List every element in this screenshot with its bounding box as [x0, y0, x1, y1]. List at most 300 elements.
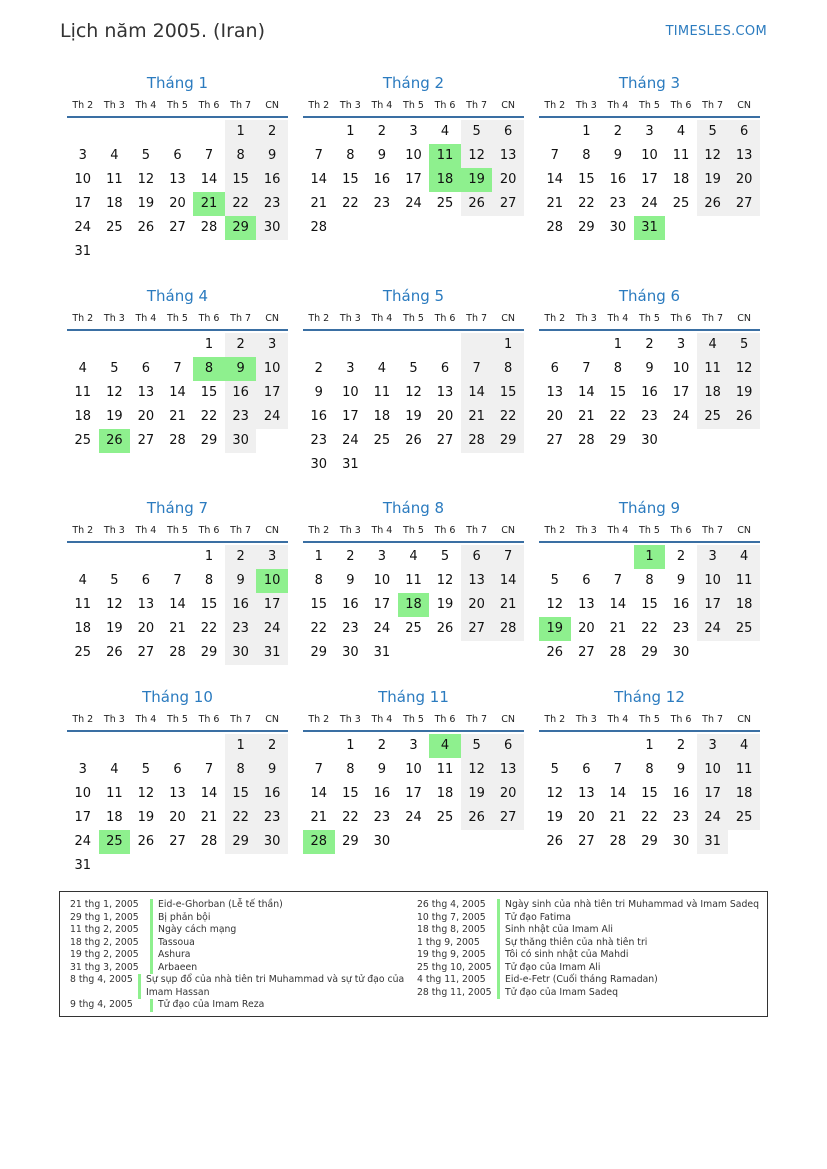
day-cell[interactable]: 1: [645, 738, 654, 753]
day-cell[interactable]: 11: [436, 762, 454, 777]
day-cell[interactable]: 10: [641, 148, 658, 163]
day-cell[interactable]: 4: [409, 549, 418, 564]
day-cell[interactable]: 22: [342, 810, 359, 825]
day-cell[interactable]: 26: [106, 645, 123, 660]
day-cell[interactable]: 26: [461, 806, 493, 830]
day-cell[interactable]: 5: [440, 549, 450, 564]
day-cell[interactable]: 12: [106, 597, 123, 612]
day-cell[interactable]: 10: [74, 786, 92, 801]
day-cell[interactable]: 19: [461, 782, 493, 806]
day-cell[interactable]: 6: [173, 148, 182, 163]
day-cell[interactable]: 27: [492, 806, 524, 830]
holiday-day-cell[interactable]: 29: [225, 216, 257, 240]
day-cell[interactable]: 2: [676, 738, 686, 753]
day-cell[interactable]: 16: [256, 782, 288, 806]
day-cell[interactable]: 4: [78, 573, 87, 588]
day-cell[interactable]: 29: [641, 834, 658, 849]
holiday-day-cell[interactable]: 1: [634, 545, 666, 569]
day-cell[interactable]: 17: [256, 593, 288, 617]
day-cell[interactable]: 7: [204, 762, 214, 777]
day-cell[interactable]: 21: [609, 810, 627, 825]
day-cell[interactable]: 2: [613, 124, 623, 139]
day-cell[interactable]: 13: [578, 597, 595, 612]
day-cell[interactable]: 10: [697, 758, 729, 782]
day-cell[interactable]: 24: [74, 834, 92, 849]
day-cell[interactable]: 16: [373, 786, 391, 801]
day-cell[interactable]: 27: [492, 192, 524, 216]
day-cell[interactable]: 11: [106, 786, 123, 801]
day-cell[interactable]: 29: [200, 645, 218, 660]
day-cell[interactable]: 9: [645, 361, 654, 376]
day-cell[interactable]: 20: [169, 196, 186, 211]
day-cell[interactable]: 22: [641, 810, 658, 825]
day-cell[interactable]: 12: [546, 597, 564, 612]
day-cell[interactable]: 25: [405, 621, 422, 636]
day-cell[interactable]: 3: [256, 545, 288, 569]
day-cell[interactable]: 3: [676, 337, 686, 352]
day-cell[interactable]: 12: [405, 385, 422, 400]
day-cell[interactable]: 10: [74, 172, 92, 187]
day-cell[interactable]: 17: [74, 196, 92, 211]
day-cell[interactable]: 6: [582, 762, 591, 777]
holiday-day-cell[interactable]: 31: [634, 216, 666, 240]
day-cell[interactable]: 29: [609, 433, 627, 448]
day-cell[interactable]: 15: [342, 786, 359, 801]
day-cell[interactable]: 19: [106, 409, 123, 424]
day-cell[interactable]: 28: [492, 617, 524, 641]
day-cell[interactable]: 21: [461, 405, 493, 429]
day-cell[interactable]: 2: [225, 333, 257, 357]
day-cell[interactable]: 9: [346, 573, 355, 588]
day-cell[interactable]: 10: [373, 573, 391, 588]
day-cell[interactable]: 30: [373, 834, 391, 849]
day-cell[interactable]: 8: [492, 357, 524, 381]
day-cell[interactable]: 6: [141, 361, 151, 376]
day-cell[interactable]: 1: [346, 124, 355, 139]
day-cell[interactable]: 12: [137, 786, 155, 801]
day-cell[interactable]: 31: [74, 244, 92, 259]
day-cell[interactable]: 21: [546, 196, 564, 211]
day-cell[interactable]: 10: [256, 357, 288, 381]
day-cell[interactable]: 13: [169, 786, 186, 801]
day-cell[interactable]: 26: [546, 834, 564, 849]
day-cell[interactable]: 23: [672, 810, 690, 825]
day-cell[interactable]: 22: [225, 806, 257, 830]
day-cell[interactable]: 13: [461, 569, 493, 593]
day-cell[interactable]: 12: [728, 357, 760, 381]
day-cell[interactable]: 21: [492, 593, 524, 617]
day-cell[interactable]: 11: [405, 573, 422, 588]
day-cell[interactable]: 4: [377, 361, 387, 376]
day-cell[interactable]: 17: [405, 786, 422, 801]
day-cell[interactable]: 16: [310, 409, 328, 424]
day-cell[interactable]: 18: [728, 593, 760, 617]
day-cell[interactable]: 16: [225, 593, 257, 617]
day-cell[interactable]: 16: [256, 168, 288, 192]
day-cell[interactable]: 7: [550, 148, 559, 163]
day-cell[interactable]: 25: [672, 196, 690, 211]
day-cell[interactable]: 17: [697, 593, 729, 617]
day-cell[interactable]: 23: [256, 192, 288, 216]
day-cell[interactable]: 14: [200, 786, 218, 801]
day-cell[interactable]: 4: [78, 361, 87, 376]
day-cell[interactable]: 3: [409, 738, 418, 753]
day-cell[interactable]: 2: [314, 361, 323, 376]
day-cell[interactable]: 21: [310, 810, 328, 825]
day-cell[interactable]: 1: [225, 120, 257, 144]
day-cell[interactable]: 26: [405, 433, 422, 448]
day-cell[interactable]: 12: [106, 385, 123, 400]
day-cell[interactable]: 15: [310, 597, 328, 612]
day-cell[interactable]: 20: [578, 621, 595, 636]
day-cell[interactable]: 23: [225, 405, 257, 429]
day-cell[interactable]: 2: [225, 545, 257, 569]
day-cell[interactable]: 26: [436, 621, 454, 636]
day-cell[interactable]: 3: [377, 549, 387, 564]
day-cell[interactable]: 11: [728, 569, 760, 593]
holiday-day-cell[interactable]: 10: [256, 569, 288, 593]
day-cell[interactable]: 2: [256, 734, 288, 758]
day-cell[interactable]: 20: [169, 810, 186, 825]
day-cell[interactable]: 18: [436, 786, 454, 801]
day-cell[interactable]: 13: [169, 172, 186, 187]
day-cell[interactable]: 15: [641, 786, 658, 801]
day-cell[interactable]: 19: [137, 810, 155, 825]
day-cell[interactable]: 12: [137, 172, 155, 187]
day-cell[interactable]: 4: [728, 545, 760, 569]
day-cell[interactable]: 26: [697, 192, 729, 216]
day-cell[interactable]: 5: [141, 762, 151, 777]
day-cell[interactable]: 6: [461, 545, 493, 569]
day-cell[interactable]: 28: [310, 220, 328, 235]
day-cell[interactable]: 16: [373, 172, 391, 187]
day-cell[interactable]: 21: [578, 409, 595, 424]
day-cell[interactable]: 10: [342, 385, 359, 400]
day-cell[interactable]: 26: [137, 220, 155, 235]
day-cell[interactable]: 3: [78, 762, 87, 777]
day-cell[interactable]: 12: [461, 144, 493, 168]
day-cell[interactable]: 24: [697, 806, 729, 830]
day-cell[interactable]: 15: [641, 597, 658, 612]
day-cell[interactable]: 23: [373, 810, 391, 825]
day-cell[interactable]: 22: [200, 409, 218, 424]
day-cell[interactable]: 28: [169, 645, 186, 660]
day-cell[interactable]: 20: [492, 168, 524, 192]
day-cell[interactable]: 31: [697, 830, 729, 854]
day-cell[interactable]: 21: [609, 621, 627, 636]
day-cell[interactable]: 8: [613, 361, 623, 376]
day-cell[interactable]: 4: [697, 333, 729, 357]
day-cell[interactable]: 20: [436, 409, 454, 424]
day-cell[interactable]: 13: [492, 144, 524, 168]
day-cell[interactable]: 19: [546, 810, 564, 825]
day-cell[interactable]: 5: [461, 734, 493, 758]
day-cell[interactable]: 22: [342, 196, 359, 211]
day-cell[interactable]: 29: [492, 429, 524, 453]
day-cell[interactable]: 1: [225, 734, 257, 758]
day-cell[interactable]: 9: [613, 148, 623, 163]
day-cell[interactable]: 30: [641, 433, 658, 448]
day-cell[interactable]: 25: [436, 810, 454, 825]
day-cell[interactable]: 16: [342, 597, 359, 612]
day-cell[interactable]: 7: [492, 545, 524, 569]
day-cell[interactable]: 13: [137, 597, 155, 612]
day-cell[interactable]: 20: [137, 409, 155, 424]
day-cell[interactable]: 23: [609, 196, 627, 211]
day-cell[interactable]: 14: [546, 172, 564, 187]
day-cell[interactable]: 29: [342, 834, 359, 849]
day-cell[interactable]: 2: [346, 549, 355, 564]
day-cell[interactable]: 6: [550, 361, 559, 376]
day-cell[interactable]: 17: [342, 409, 359, 424]
day-cell[interactable]: 16: [672, 597, 690, 612]
day-cell[interactable]: 31: [74, 858, 92, 873]
day-cell[interactable]: 24: [641, 196, 658, 211]
day-cell[interactable]: 1: [492, 333, 524, 357]
day-cell[interactable]: 12: [546, 786, 564, 801]
day-cell[interactable]: 16: [225, 381, 257, 405]
day-cell[interactable]: 14: [310, 786, 328, 801]
day-cell[interactable]: 8: [225, 758, 257, 782]
holiday-day-cell[interactable]: 18: [398, 593, 430, 617]
day-cell[interactable]: 20: [461, 593, 493, 617]
day-cell[interactable]: 2: [377, 738, 387, 753]
day-cell[interactable]: 7: [613, 762, 623, 777]
day-cell[interactable]: 24: [405, 810, 422, 825]
day-cell[interactable]: 19: [137, 196, 155, 211]
day-cell[interactable]: 31: [342, 457, 359, 472]
day-cell[interactable]: 1: [582, 124, 591, 139]
day-cell[interactable]: 6: [141, 573, 151, 588]
holiday-day-cell[interactable]: 19: [539, 617, 571, 641]
day-cell[interactable]: 22: [641, 621, 658, 636]
day-cell[interactable]: 9: [377, 762, 387, 777]
day-cell[interactable]: 28: [609, 834, 627, 849]
day-cell[interactable]: 19: [697, 168, 729, 192]
day-cell[interactable]: 3: [78, 148, 87, 163]
day-cell[interactable]: 5: [110, 361, 119, 376]
day-cell[interactable]: 18: [106, 196, 123, 211]
day-cell[interactable]: 29: [225, 830, 257, 854]
day-cell[interactable]: 29: [310, 645, 328, 660]
day-cell[interactable]: 26: [728, 405, 760, 429]
day-cell[interactable]: 9: [676, 573, 686, 588]
day-cell[interactable]: 22: [225, 192, 257, 216]
day-cell[interactable]: 12: [436, 573, 454, 588]
day-cell[interactable]: 29: [578, 220, 595, 235]
day-cell[interactable]: 30: [609, 220, 627, 235]
day-cell[interactable]: 9: [256, 758, 288, 782]
day-cell[interactable]: 18: [672, 172, 690, 187]
day-cell[interactable]: 27: [578, 645, 595, 660]
day-cell[interactable]: 5: [141, 148, 151, 163]
day-cell[interactable]: 27: [169, 834, 186, 849]
day-cell[interactable]: 9: [676, 762, 686, 777]
day-cell[interactable]: 1: [204, 549, 214, 564]
day-cell[interactable]: 13: [578, 786, 595, 801]
day-cell[interactable]: 30: [256, 216, 288, 240]
day-cell[interactable]: 15: [225, 168, 257, 192]
day-cell[interactable]: 18: [373, 409, 391, 424]
day-cell[interactable]: 14: [200, 172, 218, 187]
day-cell[interactable]: 14: [609, 597, 627, 612]
day-cell[interactable]: 24: [256, 617, 288, 641]
day-cell[interactable]: 21: [169, 409, 186, 424]
day-cell[interactable]: 30: [225, 429, 257, 453]
day-cell[interactable]: 8: [346, 148, 355, 163]
day-cell[interactable]: 3: [409, 124, 418, 139]
day-cell[interactable]: 18: [74, 409, 92, 424]
day-cell[interactable]: 24: [672, 409, 690, 424]
day-cell[interactable]: 15: [200, 385, 218, 400]
day-cell[interactable]: 10: [672, 361, 690, 376]
day-cell[interactable]: 21: [310, 196, 328, 211]
day-cell[interactable]: 11: [74, 597, 92, 612]
day-cell[interactable]: 28: [578, 433, 595, 448]
day-cell[interactable]: 3: [697, 545, 729, 569]
day-cell[interactable]: 4: [676, 124, 686, 139]
day-cell[interactable]: 4: [110, 762, 119, 777]
day-cell[interactable]: 18: [697, 381, 729, 405]
day-cell[interactable]: 2: [377, 124, 387, 139]
day-cell[interactable]: 25: [74, 433, 92, 448]
day-cell[interactable]: 22: [492, 405, 524, 429]
day-cell[interactable]: 27: [169, 220, 186, 235]
day-cell[interactable]: 5: [110, 573, 119, 588]
day-cell[interactable]: 18: [74, 621, 92, 636]
day-cell[interactable]: 18: [106, 810, 123, 825]
day-cell[interactable]: 19: [436, 597, 454, 612]
day-cell[interactable]: 17: [373, 597, 391, 612]
day-cell[interactable]: 28: [200, 834, 218, 849]
day-cell[interactable]: 22: [200, 621, 218, 636]
day-cell[interactable]: 8: [204, 573, 214, 588]
day-cell[interactable]: 11: [106, 172, 123, 187]
day-cell[interactable]: 31: [373, 645, 391, 660]
day-cell[interactable]: 17: [641, 172, 658, 187]
day-cell[interactable]: 23: [342, 621, 359, 636]
day-cell[interactable]: 1: [346, 738, 355, 753]
day-cell[interactable]: 30: [672, 645, 690, 660]
day-cell[interactable]: 26: [461, 192, 493, 216]
day-cell[interactable]: 17: [672, 385, 690, 400]
day-cell[interactable]: 13: [137, 385, 155, 400]
day-cell[interactable]: 13: [728, 144, 760, 168]
day-cell[interactable]: 2: [256, 120, 288, 144]
day-cell[interactable]: 3: [256, 333, 288, 357]
holiday-day-cell[interactable]: 4: [429, 734, 461, 758]
day-cell[interactable]: 20: [492, 782, 524, 806]
day-cell[interactable]: 2: [645, 337, 654, 352]
day-cell[interactable]: 5: [550, 573, 559, 588]
day-cell[interactable]: 20: [137, 621, 155, 636]
day-cell[interactable]: 1: [314, 549, 323, 564]
day-cell[interactable]: 30: [310, 457, 328, 472]
holiday-day-cell[interactable]: 26: [99, 429, 131, 453]
day-cell[interactable]: 15: [578, 172, 595, 187]
day-cell[interactable]: 19: [728, 381, 760, 405]
day-cell[interactable]: 13: [436, 385, 454, 400]
day-cell[interactable]: 28: [546, 220, 564, 235]
day-cell[interactable]: 25: [728, 617, 760, 641]
holiday-day-cell[interactable]: 11: [429, 144, 461, 168]
day-cell[interactable]: 4: [110, 148, 119, 163]
day-cell[interactable]: 11: [74, 385, 92, 400]
day-cell[interactable]: 4: [728, 734, 760, 758]
day-cell[interactable]: 17: [74, 810, 92, 825]
day-cell[interactable]: 8: [225, 144, 257, 168]
day-cell[interactable]: 14: [310, 172, 328, 187]
day-cell[interactable]: 5: [697, 120, 729, 144]
day-cell[interactable]: 25: [697, 405, 729, 429]
day-cell[interactable]: 17: [405, 172, 422, 187]
holiday-day-cell[interactable]: 21: [193, 192, 225, 216]
day-cell[interactable]: 15: [225, 782, 257, 806]
day-cell[interactable]: 15: [342, 172, 359, 187]
day-cell[interactable]: 9: [256, 144, 288, 168]
day-cell[interactable]: 29: [200, 433, 218, 448]
day-cell[interactable]: 31: [256, 641, 288, 665]
day-cell[interactable]: 9: [225, 569, 257, 593]
day-cell[interactable]: 14: [169, 597, 186, 612]
day-cell[interactable]: 11: [697, 357, 729, 381]
day-cell[interactable]: 1: [613, 337, 623, 352]
day-cell[interactable]: 20: [728, 168, 760, 192]
day-cell[interactable]: 24: [74, 220, 92, 235]
day-cell[interactable]: 15: [492, 381, 524, 405]
day-cell[interactable]: 20: [546, 409, 564, 424]
day-cell[interactable]: 19: [405, 409, 422, 424]
day-cell[interactable]: 9: [314, 385, 323, 400]
day-cell[interactable]: 12: [697, 144, 729, 168]
day-cell[interactable]: 30: [225, 641, 257, 665]
holiday-day-cell[interactable]: 8: [193, 357, 225, 381]
day-cell[interactable]: 13: [546, 385, 564, 400]
day-cell[interactable]: 22: [578, 196, 595, 211]
day-cell[interactable]: 16: [609, 172, 627, 187]
day-cell[interactable]: 11: [373, 385, 391, 400]
day-cell[interactable]: 6: [440, 361, 450, 376]
day-cell[interactable]: 13: [492, 758, 524, 782]
day-cell[interactable]: 28: [169, 433, 186, 448]
day-cell[interactable]: 25: [74, 645, 92, 660]
day-cell[interactable]: 23: [672, 621, 690, 636]
day-cell[interactable]: 14: [492, 569, 524, 593]
day-cell[interactable]: 6: [492, 734, 524, 758]
day-cell[interactable]: 27: [436, 433, 454, 448]
day-cell[interactable]: 8: [645, 762, 654, 777]
day-cell[interactable]: 11: [728, 758, 760, 782]
day-cell[interactable]: 5: [461, 120, 493, 144]
day-cell[interactable]: 28: [200, 220, 218, 235]
day-cell[interactable]: 10: [405, 148, 422, 163]
day-cell[interactable]: 23: [256, 806, 288, 830]
day-cell[interactable]: 16: [672, 786, 690, 801]
day-cell[interactable]: 14: [169, 385, 186, 400]
holiday-day-cell[interactable]: 28: [303, 830, 335, 854]
day-cell[interactable]: 6: [492, 120, 524, 144]
day-cell[interactable]: 20: [578, 810, 595, 825]
day-cell[interactable]: 14: [609, 786, 627, 801]
day-cell[interactable]: 27: [461, 617, 493, 641]
day-cell[interactable]: 22: [609, 409, 627, 424]
day-cell[interactable]: 10: [697, 569, 729, 593]
day-cell[interactable]: 26: [137, 834, 155, 849]
day-cell[interactable]: 14: [461, 381, 493, 405]
holiday-day-cell[interactable]: 9: [225, 357, 257, 381]
day-cell[interactable]: 17: [256, 381, 288, 405]
day-cell[interactable]: 4: [440, 124, 450, 139]
